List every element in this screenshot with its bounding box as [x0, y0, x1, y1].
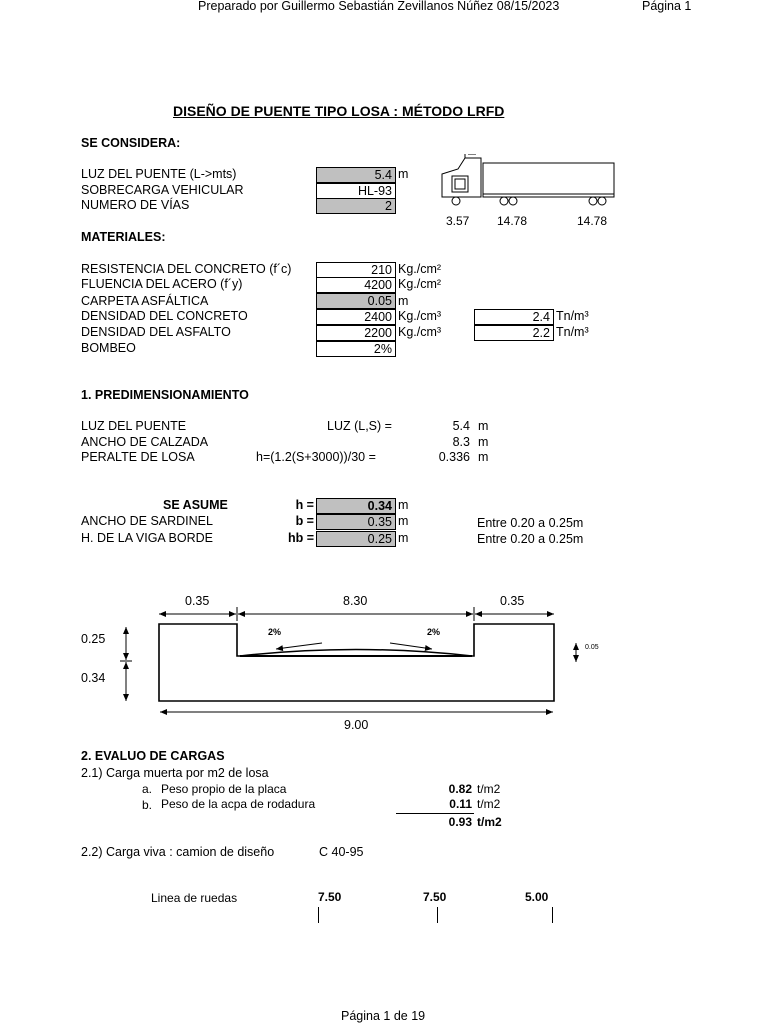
asume-unit: m — [398, 498, 409, 512]
dead-load-unit: t/m2 — [477, 782, 501, 796]
truck-icon — [438, 154, 620, 218]
dim-total-width: 9.00 — [344, 718, 369, 732]
dim-sardinel-right: 0.35 — [500, 594, 525, 608]
dead-load-total: 0.93 — [448, 815, 472, 829]
dim-calzada: 8.30 — [343, 594, 368, 608]
asume-unit: m — [398, 531, 409, 545]
material-label: BOMBEO — [81, 341, 136, 355]
dead-load-index: b. — [142, 798, 153, 812]
asume-symbol: hb = — [287, 531, 314, 545]
predim-label: PERALTE DE LOSA — [81, 450, 195, 464]
bridge-cross-section — [0, 585, 768, 735]
dead-load-value: 0.11 — [449, 797, 472, 811]
asume-symbol: b = — [295, 514, 314, 528]
material-label: DENSIDAD DEL CONCRETO — [81, 309, 248, 323]
truck-load-mid: 14.78 — [497, 214, 528, 228]
material-label: FLUENCIA DEL ACERO (f´y) — [81, 277, 243, 291]
asume-value: 0.25 — [316, 531, 396, 547]
truck-load-rear: 14.78 — [577, 214, 608, 228]
wheel-line-label: Linea de ruedas — [151, 891, 238, 905]
material-label: RESISTENCIA DEL CONCRETO (f´c) — [81, 262, 292, 276]
asume-symbol: h = — [295, 498, 314, 512]
header-prepared: Preparado por Guillermo Sebastián Zevillanos Núñez 08/15/2023 — [198, 0, 560, 13]
wheel-load: 7.50 — [423, 890, 447, 904]
dead-load-label: Peso de la acpa de rodadura — [161, 797, 316, 811]
material-extra-value: 2.4 — [474, 309, 554, 325]
wheel-tick — [437, 907, 438, 923]
materiales-heading: MATERIALES: — [81, 230, 166, 244]
material-value: 0.05 — [316, 293, 396, 309]
considera-unit: m — [398, 167, 409, 181]
considera-label: NUMERO DE VÍAS — [81, 198, 190, 212]
predim-label: LUZ DEL PUENTE — [81, 419, 187, 433]
dead-load-title: 2.1) Carga muerta por m2 de losa — [81, 766, 269, 780]
asume-label: ANCHO DE SARDINEL — [81, 514, 213, 528]
predim-value: 8.3 — [452, 435, 470, 449]
total-rule — [396, 813, 474, 814]
material-unit: Kg./cm³ — [398, 325, 442, 339]
material-value: 4200 — [316, 277, 396, 293]
material-label: DENSIDAD DEL ASFALTO — [81, 325, 231, 339]
dead-load-value: 0.82 — [448, 782, 472, 796]
dim-losa: 0.34 — [81, 671, 106, 685]
material-unit: Kg./cm² — [398, 277, 442, 291]
asume-note: Entre 0.20 a 0.25m — [477, 532, 584, 546]
material-value: 210 — [316, 262, 396, 278]
dim-sardinel-left: 0.35 — [185, 594, 210, 608]
material-unit: m — [398, 294, 409, 308]
wheel-load: 7.50 — [318, 890, 342, 904]
footer-page: Página 1 de 19 — [341, 1009, 426, 1023]
material-value: 2% — [316, 341, 396, 357]
considera-value: HL-93 — [316, 183, 396, 199]
dead-load-label: Peso propio de la placa — [161, 782, 287, 796]
slope-left-label: 2% — [268, 627, 282, 637]
predim-label: ANCHO DE CALZADA — [81, 435, 209, 449]
dim-viga-borde: 0.25 — [81, 632, 106, 646]
wheel-load: 5.00 — [525, 890, 549, 904]
material-value: 2400 — [316, 309, 396, 325]
material-label: CARPETA ASFÁLTICA — [81, 294, 209, 308]
page-title: DISEÑO DE PUENTE TIPO LOSA : MÉTODO LRFD — [173, 103, 505, 119]
considera-heading: SE CONSIDERA: — [81, 136, 181, 150]
material-value: 2200 — [316, 325, 396, 341]
material-extra-unit: Tn/m³ — [556, 309, 589, 323]
truck-load-front: 3.57 — [446, 214, 470, 228]
wheel-tick — [552, 907, 553, 923]
asume-heading: SE ASUME — [163, 498, 228, 512]
asume-unit: m — [398, 514, 409, 528]
header-page: Página 1 — [642, 0, 692, 13]
dead-load-total-unit: t/m2 — [477, 815, 502, 829]
live-load-title: 2.2) Carga viva : camion de diseño — [81, 845, 275, 859]
asume-value: 0.35 — [316, 514, 396, 530]
dim-asfalto: 0.05 — [585, 644, 599, 651]
predim-value: 5.4 — [452, 419, 470, 433]
material-unit: Kg./cm² — [398, 262, 442, 276]
considera-label: LUZ DEL PUENTE (L->mts) — [81, 167, 237, 181]
predim-heading: 1. PREDIMENSIONAMIENTO — [81, 388, 249, 402]
predim-unit: m — [478, 450, 489, 464]
dead-load-index: a. — [142, 782, 153, 796]
live-load-truck: C 40-95 — [319, 845, 364, 859]
predim-value: 0.336 — [438, 450, 470, 464]
slope-right-label: 2% — [427, 627, 441, 637]
dead-load-unit: t/m2 — [477, 797, 501, 811]
predim-formula: LUZ (L,S) = — [327, 419, 392, 433]
considera-label: SOBRECARGA VEHICULAR — [81, 183, 244, 197]
considera-value: 5.4 — [316, 167, 396, 183]
material-unit: Kg./cm³ — [398, 309, 442, 323]
material-extra-unit: Tn/m³ — [556, 325, 589, 339]
cargas-heading: 2. EVALUO DE CARGAS — [81, 749, 225, 763]
wheel-tick — [318, 907, 319, 923]
asume-label: H. DE LA VIGA BORDE — [81, 531, 213, 545]
material-extra-value: 2.2 — [474, 325, 554, 341]
predim-unit: m — [478, 419, 489, 433]
predim-unit: m — [478, 435, 489, 449]
asume-note: Entre 0.20 a 0.25m — [477, 516, 584, 530]
predim-formula: h=(1.2(S+3000))/30 = — [256, 450, 376, 464]
asume-value: 0.34 — [316, 498, 396, 514]
considera-value: 2 — [316, 198, 396, 214]
